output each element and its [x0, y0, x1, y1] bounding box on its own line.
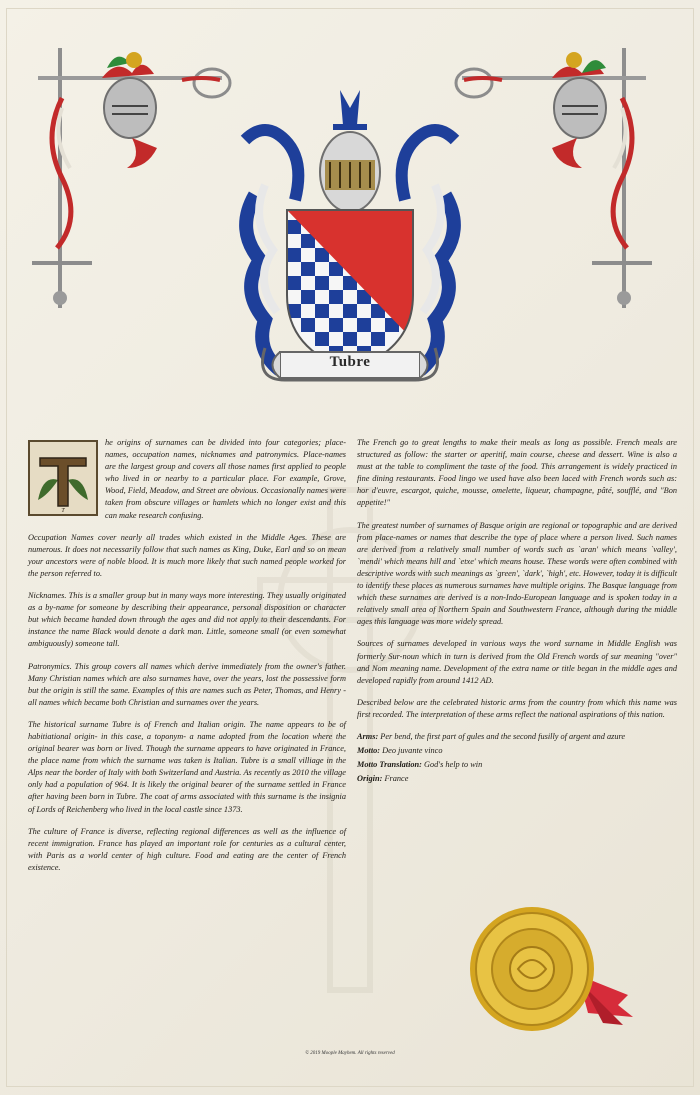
arms-value: Per bend, the first part of gules and the second fusilly of argent and azure: [380, 731, 626, 741]
dropcap-letter: T: [61, 508, 65, 514]
left-sword-helmet-ornament: [22, 28, 232, 318]
patronymics-paragraph: Patronymics. This group covers all names which derive immediately from the owner's father. Many Christian names which are also surnames have, over the years, lost the possessive form but the origin is still the same. Examples of this are names such as Peter, Thomas, and Henry - all names which became both Christian and surnames over the years.: [28, 661, 346, 707]
origin-label: Origin:: [357, 774, 383, 784]
arms-line: [357, 731, 677, 743]
surname-sources-paragraph: Sources of surnames developed in various ways the word surname in Middle English was formerly Sur-noun which in turn is derived from the Old French words of sur meaning "over" and Nom meaning name. Development of the extra name or title began in the middle ages and developed rapidly from around 1412 AD.: [357, 639, 677, 685]
motto-label: Motto:: [357, 746, 381, 756]
surname-scroll-label: Tubre: [329, 354, 371, 370]
illuminated-dropcap: [28, 440, 98, 516]
gold-seal-icon: [468, 905, 638, 1035]
french-culture-paragraph: The culture of France is diverse, reflecting regional differences as well as the influence of recent immigration. France has played an important role for centuries as a cultural center, with Paris as a world center of high culture. Food and eating are the center of French existence.: [28, 826, 346, 872]
arms-details: [357, 731, 677, 785]
nicknames-paragraph: Nicknames. This is a smaller group but in many ways more interesting. They usually originated as a by-name for someone by describing their appearance, personal disposition or character but which became handed down through the ages and did not apply to their descendants. For instance the name Black would denote a dark man. Little, someone small (or even somewhat ambiguously) someone tall.: [28, 591, 346, 649]
basque-origin-paragraph: The greatest number of surnames of Basque origin are regional or topographic and are derived from place-names or names that describe the type of place where a person lived. Such names are derived from a relatively small number of words such as `aran' which means `valley', `mendi' which means hill and `etxe' which means house. These words were often combined with descriptive words with such meanings as `green', `dark', `high', etc. However, today it is difficult to identify these places as numerous surnames have multiple origins. The Basque language from which these surnames are derived is a non-Indo-European language and is spoken today in a relatively small area of Northern Spain and Southwestern France, although during the middle ages this language was more widely spread.: [357, 520, 677, 627]
motto-value: Deo juvante vinco: [382, 746, 443, 756]
origin-value: France: [384, 774, 409, 784]
arms-label: Arms:: [357, 731, 379, 741]
right-sword-helmet-ornament: [452, 28, 662, 318]
occupation-names-paragraph: Occupation Names cover nearly all trades which existed in the Middle Ages. These are numerous. It does not necessarily follow that such names as King, Duke, Earl and so on mean your ancestors were of noble blood. It is much more likely that such named people worked for the person referred to.: [28, 532, 346, 578]
surname-history-paragraph: The historical surname Tubre is of French and Italian origin. The name appears to be of habitiational origin- in this case, a toponym- a name adopted from the location where the original bearer was born or lived. Though the surname appears to have originated in France, the place name from which the surname was taken is Italian. Tubre is a small villiage in the Alps near the border of Italy with both Switzerland and Austria. As recently as 2010 the village only had a population of 964. It is likely the original bearer of the surname settled in France after having been born in Tubre. The coat of arms associated with this surname is the insignia of Lords of Reichenberg who lived in the local castle since 1373.: [28, 719, 346, 814]
motto-translation-label: Motto Translation:: [357, 760, 422, 770]
arms-intro-paragraph: Described below are the celebrated historic arms from the country from which this name was first recorded. The interpretation of these arms reflect the national aspirations of this nation.: [357, 697, 677, 719]
copyright-notice: © 2019 Moople Mayhem. All rights reserved: [305, 1051, 395, 1056]
intro-text: he origins of surnames can be divided into four categories; place-names, occupation names, nicknames and patronymics. Place-names are the largest group and covers all those names first applied to people who lived in or nearby to a particular place. For example, Grove, Wood, Field, Meadow, and Street are obvious. Occasionally names were taken from obscure villages or hamlets which no longer exist and this can make research confusing.: [105, 438, 346, 520]
motto-translation-line: [357, 759, 677, 771]
origin-line: [357, 773, 677, 785]
motto-translation-value: God's help to win: [424, 760, 483, 770]
french-meals-paragraph: The French go to great lengths to make their meals as long as possible. French meals are structured as follow: the starter or aperitif, main course, cheese and dessert. Wine is also a must at the table to compliment the taste of the food. This arrangement is widely practiced in fine dining restaurants. Food lingo we used have also been laced with French words such as: hor d'euvre, escargot, quiche, mousse, omelette, liqueur, champagne, pâté, soufflé, and "Bon appetite!": [357, 438, 677, 508]
left-text-column: [28, 437, 346, 884]
motto-line: [357, 745, 677, 757]
right-text-column: [357, 437, 677, 787]
intro-paragraph: [28, 437, 346, 522]
